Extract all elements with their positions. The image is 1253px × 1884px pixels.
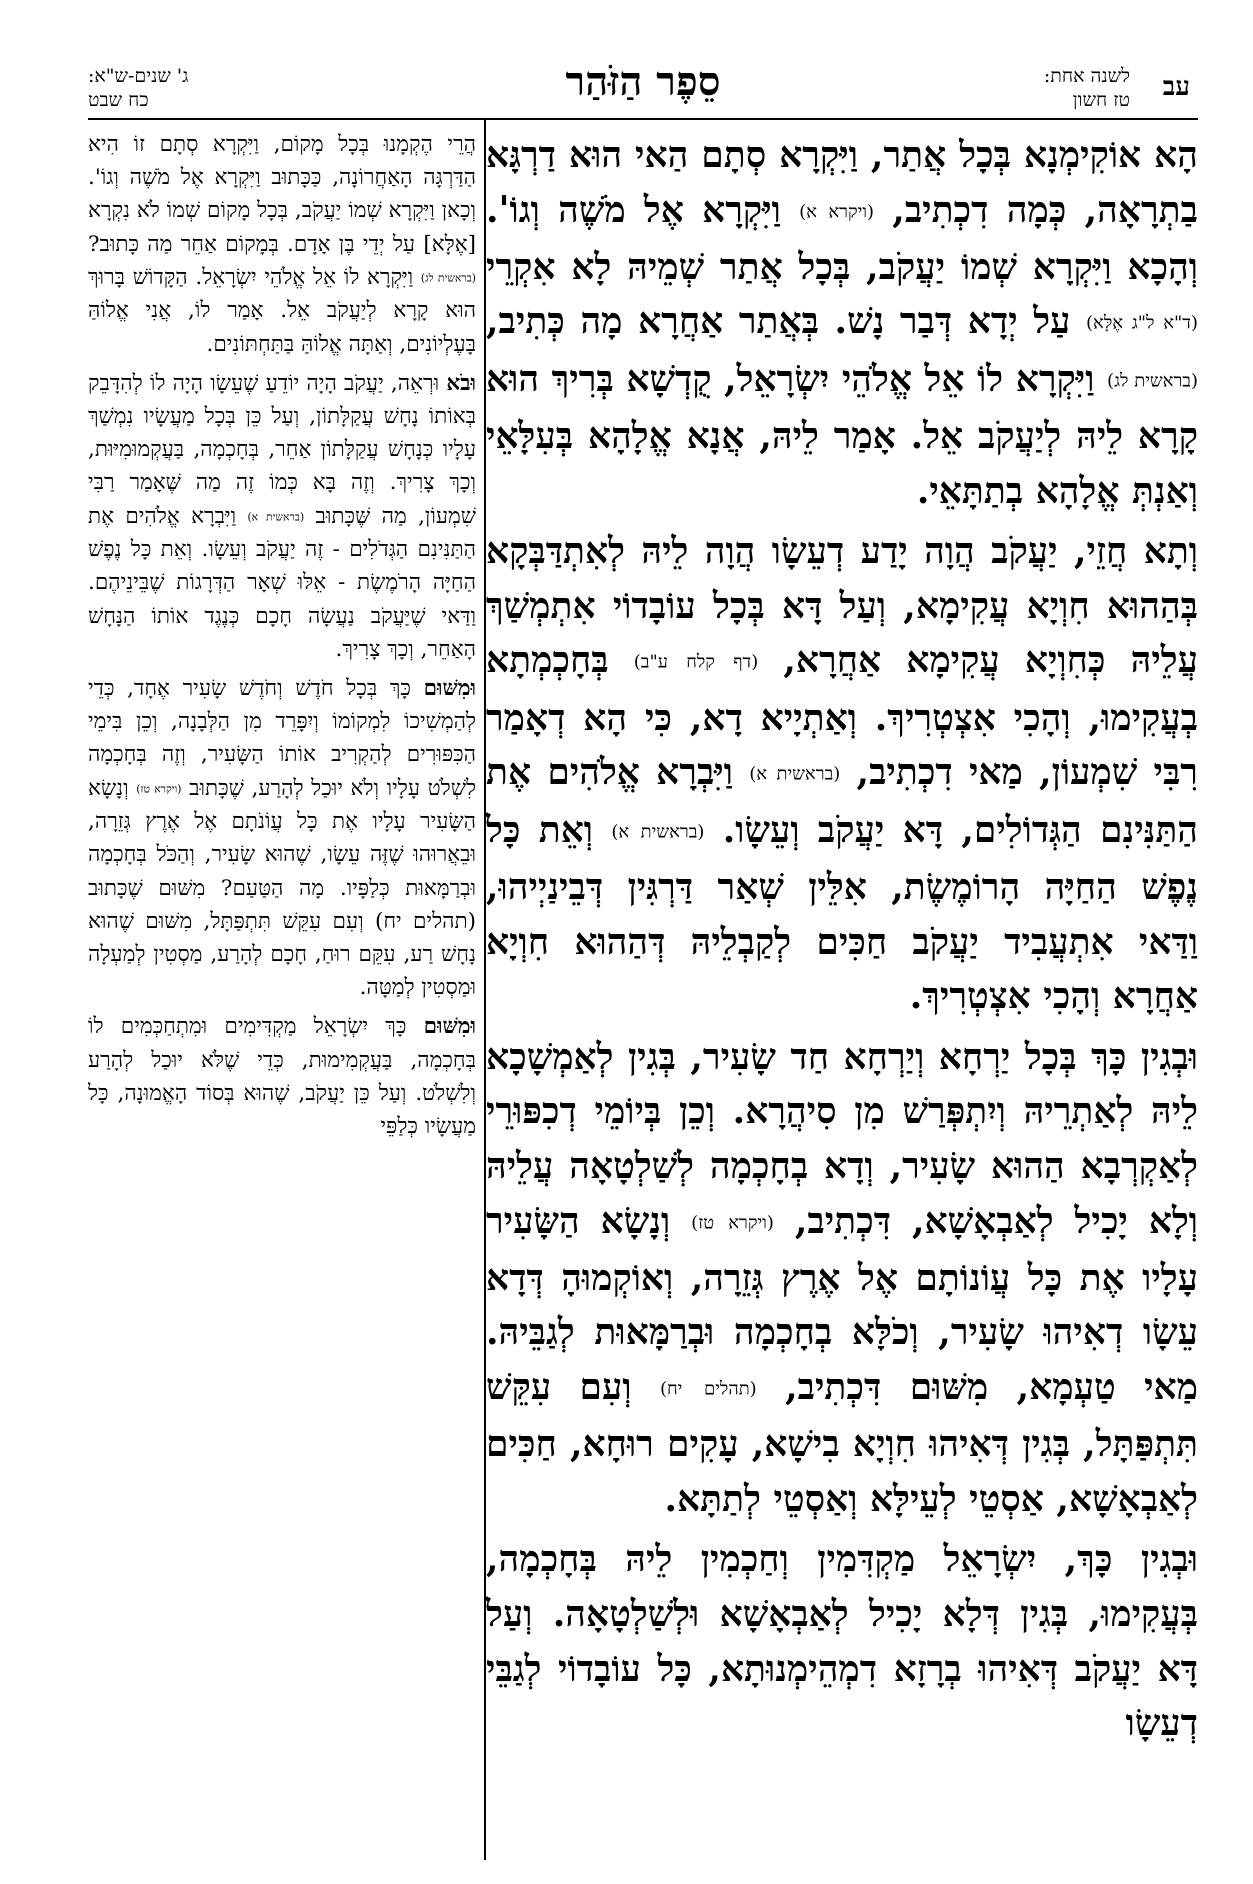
page-header xyxy=(88,58,1198,120)
schedule-date: טז חשון xyxy=(1072,89,1130,111)
page-number: עב xyxy=(1162,72,1190,102)
source-ref: (ויקרא טז) xyxy=(691,1212,774,1234)
schedule-date: כח שבט xyxy=(88,89,149,111)
header-rule xyxy=(88,118,1198,120)
commentary-paragraph: וּמִשּׁוּם כָּךְ יִשְׂרָאֵל מַקְדִּימִים וּמִתְחַכְּמִים לוֹ בְּחָכְמָה, בַּעֲקְמִימוּת, כְּדֵי שֶׁלֹּא יוּכַל לְהָרַע וְלִשְׁלֹט. וְעַל כֵּן יַעֲקֹב, שֶׁהוּא בְּסוֹד הָאֱמוּנָה, כָּל מַעֲשָׂיו כְּלַפֵּי xyxy=(88,1014,476,1140)
commentary-paragraph: וּבֹא וּרְאֵה, יַעֲקֹב הָיָה יוֹדֵעַ שֶׁעֵשָׂו הָיָה לוֹ לְהִדָּבֵק בְּאוֹתוֹ נָחָשׁ עֲקַלָּתוֹן, וְעַל כֵּן בְּכָל מַעֲשָׂיו נִמְשַׁךְ עָלָיו כְּנָחָשׁ עֲקַלָּתוֹן אַחֵר, בְּחָכְמָה, בַּעֲקְמוּמִיּוּת, וְכָךְ צָרִיךְ. וְזֶה בָּא כְּמוֹ זֶה מַה שֶּׁאָמַר רַבִּי שִׁמְעוֹן, מַה שֶּׁכָּתוּב (בראשית א) וַיִּבְרָא אֱלֹהִים אֶת הַתַּנִּינִם הַגְּדֹלִים - זֶה יַעֲקֹב וְעֵשָׂו. וְאֵת כָּל נֶפֶשׁ הַחַיָּה הָרֹמֶשֶׂת - אֵלּוּ שְׁאָר הַדְּרָגוֹת שֶׁבֵּינֵיהֶם. וַדַּאי שֶׁיַּעֲקֹב נַעֲשָׂה חָכָם כְּנֶגֶד אוֹתוֹ הַנָּחָשׁ הָאַחֵר, וְכָךְ צָרִיךְ. xyxy=(88,370,477,662)
commentary-paragraph: הֲרֵי הֶקְמָנוּ בְּכָל מָקוֹם, וַיִּקְרָא סְתָם זוֹ הִיא הַדַּרְגָּה הָאַחֲרוֹנָה, כַּכָּתוּב וַיִּקְרָא אֶל מֹשֶׁה וְגוֹ'. וְכָאן וַיִּקְרָא שְׁמוֹ יַעֲקֹב, בְּכָל מָקוֹם שְׁמוֹ לֹא נִקְרָא [אֶלָּא] עַל יְדֵי בֶּן אָדָם. בְּמָקוֹם אַחֵר מַה כָּתוּב? (בראשית לג) וַיִּקְרָא לוֹ אֵל אֱלֹהֵי יִשְׂרָאֵל. הַקָּדוֹשׁ בָּרוּךְ הוּא קָרָא לְיַעֲקֹב אֵל. אָמַר לוֹ, אֲנִי אֱלוֹהַּ בָּעֶלְיוֹנִים, וְאַתָּה אֱלוֹהַּ בַּתַּחְתּוֹנִים. xyxy=(88,132,477,357)
main-paragraph: וּבְגִין כָּךְ, יִשְׂרָאֵל מַקְדִּמִין וְחַכְמִין לֵיהּ בְּחָכְמָה, בְּעֲקִימוּ, בְּגִין דְּלָא יָכִיל לְאַבְאָשָׁא וּלְשַׁלְטָאָה. וְעַל דָּא יַעֲקֹב דְּאִיהוּ בְרָזָא דִמְהֵימְנוּתָא, כָּל עוֹבָדוֹי לְגַבֵּי דְעֵשָׂו xyxy=(486,1538,1198,1745)
source-ref: (בראשית א) xyxy=(749,764,841,786)
main-paragraph: וְתָא חֲזֵי, יַעֲקֹב הֲוָה יָדַע דְעֵשָׂו הֲוָה לֵיהּ לְאִתְדַּבְּקָא בְּהַהוּא חִוְיָא עֲקִימָא, וְעַל דָּא בְּכָל עוֹבָדוֹי אִתְמְשַׁךְ עֲלֵיהּ כְּחִוְיָא עֲקִימָא אַחֲרָא, (דף קלח ע"ב) בְּחָכְמְתָא בְעֲקִימוּ, וְהָכִי אִצְטְרִיךְ. וְאַתְיָיא דָא, כִּי הָא דְאָמַר רִבִּי שִׁמְעוֹן, מַאי דִכְתִיב, (בראשית א) וַיִּבְרָא אֱלֹהִים אֶת הַתַּנִּינִם הַגְּדוֹלִים, דָּא יַעֲקֹב וְעֵשָׂו. (בראשית א) וְאֵת כָּל נֶפֶשׁ הַחַיָּה הָרוֹמֶשֶׂת, אִלֵּין שְׁאַר דַּרְגִּין דְּבֵינַיְיהוּ, וַדַּאי אִתְעֲבִיד יַעֲקֹב חַכִּים לְקַבְלֵיהּ דְּהַהוּא חִוְיָא אַחֲרָא וְהָכִי אִצְטְרִיךְ. xyxy=(486,530,1199,1018)
source-ref: (בראשית לג) xyxy=(1107,370,1198,392)
schedule-label: לשנה אחת: xyxy=(1043,65,1130,87)
source-ref: (ויקרא א) xyxy=(799,201,875,223)
source-ref: (דף קלח ע"ב) xyxy=(633,652,759,674)
source-ref: (ויקרא טז) xyxy=(136,782,182,796)
hebrew-translation-column xyxy=(88,128,476,1149)
study-schedule-three-year xyxy=(88,64,188,112)
paragraph-lead-word: וּמִשּׁוּם xyxy=(423,676,476,702)
source-ref: (בראשית לג) xyxy=(420,271,477,285)
source-ref: (ד"א ל"ג אֶלָּא) xyxy=(1086,313,1198,335)
aramaic-main-column xyxy=(486,128,1198,1757)
source-ref: (תהלים יח) xyxy=(659,1378,757,1400)
main-paragraph: וּבְגִין כָּךְ בְּכָל יַרְחָא וְיַרְחָא חַד שָׂעִיר, בְּגִין לְאַמְשָׁכָא לֵיהּ לְאַתְרֵיהּ וְיִתְפְּרַשׁ מִן סִיהֲרָא. וְכֵן בְּיוֹמֵי דְכִפּוּרֵי לְאַקְרְבָא הַהוּא שָׂעִיר, וְדָא בְחָכְמָה לְשַׁלְטָאָה עֲלֵיהּ וְלָא יָכִיל לְאַבְאָשָׁא, דִּכְתִיב, (ויקרא טז) וְנָשָׂא הַשָּׂעִיר עָלָיו אֶת כָּל עֲוֹנוֹתָם אֶל אֶרֶץ גְּזֵרָה, וְאוֹקְמוּהָ דְּדָא עֵשָׂו דְאִיהוּ שָׂעִיר, וְכֹלָּא בְחָכְמָה וּבְרַמָּאוּת לְגַבֵּיהּ. מַאי טַעְמָא, מִשּׁוּם דִּכְתִיב, (תהלים יח) וְעִם עִקֵּשׁ תִּתְפַּתָּל, בְּגִין דְּאִיהוּ חִוְיָא בִישָׁא, עָקִים רוּחָא, חַכִּים לְאַבְאָשָׁא, אַסְטֵי לְעֵילָּא וְאַסְטֵי לְתַתָּא. xyxy=(486,1035,1198,1520)
source-ref: (בראשית א) xyxy=(247,510,305,524)
paragraph-lead-word: וּבֹא xyxy=(446,370,476,396)
source-ref: (בראשית א) xyxy=(611,821,705,843)
book-title: סֵפֶר הַזֹּהַר xyxy=(565,58,721,105)
schedule-label: ג' שנים-ש"א: xyxy=(88,65,189,87)
paragraph-lead-word: וּמִשּׁוּם xyxy=(423,1014,476,1040)
main-paragraph: הָא אוֹקִימְנָא בְּכָל אֲתַר, וַיִּקְרָא סְתָם הַאי הוּא דַרְגָּא בַתְרָאָה, כְּמָה דִכְתִיב, (ויקרא א) וַיִּקְרָא אֶל מֹשֶׁה וְגוֹ'. וְהָכָא וַיִּקְרָא שְׁמוֹ יַעֲקֹב, בְּכָל אֲתַר שְׁמֵיהּ לָא אִקְרֵי (ד"א ל"ג אֶלָּא) עַל יְדָא דְּבַר נָשׁ. בְּאֲתַר אַחֲרָא מָה כְּתִיב, (בראשית לג) וַיִּקְרָא לוֹ אֵל אֱלֹהֵי יִשְׂרָאֵל, קֻדְשָׁא בְּרִיךְ הוּא קָרָא לֵיהּ לְיַעֲקֹב אֵל. אָמַר לֵיהּ, אֲנָא אֱלָהָא בְּעִלָּאֵי וְאַנְתְּ אֱלָהָא בְתַתָּאֵי. xyxy=(486,134,1198,512)
commentary-paragraph: וּמִשּׁוּם כָּךְ בְּכָל חֹדֶשׁ וְחֹדֶשׁ שָׂעִיר אֶחָד, כְּדֵי לְהַמְשִׁיכוֹ לִמְקוֹמוֹ וְיִפָּרֵד מִן הַלְּבָנָה, וְכֵן בִּימֵי הַכִּפּוּרִים לְהַקְרִיב אוֹתוֹ הַשָּׂעִיר, וְזֶה בְּחָכְמָה לִשְׁלֹט עָלָיו וְלֹא יוּכַל לְהָרַע, שֶׁכָּתוּב (ויקרא טז) וְנָשָׂא הַשָּׂעִיר עָלָיו אֶת כָּל עֲוֹנֹתָם אֶל אֶרֶץ גְּזֵרָה, וּבֵאֲרוּהוּ שֶׁזֶּה עֵשָׂו, שֶׁהוּא שָׂעִיר, וְהַכֹּל בְּחָכְמָה וּבְרַמָּאוּת כְּלַפָּיו. מָה הַטַּעַם? מִשּׁוּם שֶׁכָּתוּב (תהלים יח) וְעִם עִקֵּשׁ תִּתְפַּתָּל, מִשּׁוּם שֶׁהוּא נָחָשׁ רַע, עִקֵּם רוּחַ, חָכָם לְהָרַע, מַסְטִין לְמַעְלָה וּמַסְטִין לְמַטָּה. xyxy=(88,676,476,1001)
